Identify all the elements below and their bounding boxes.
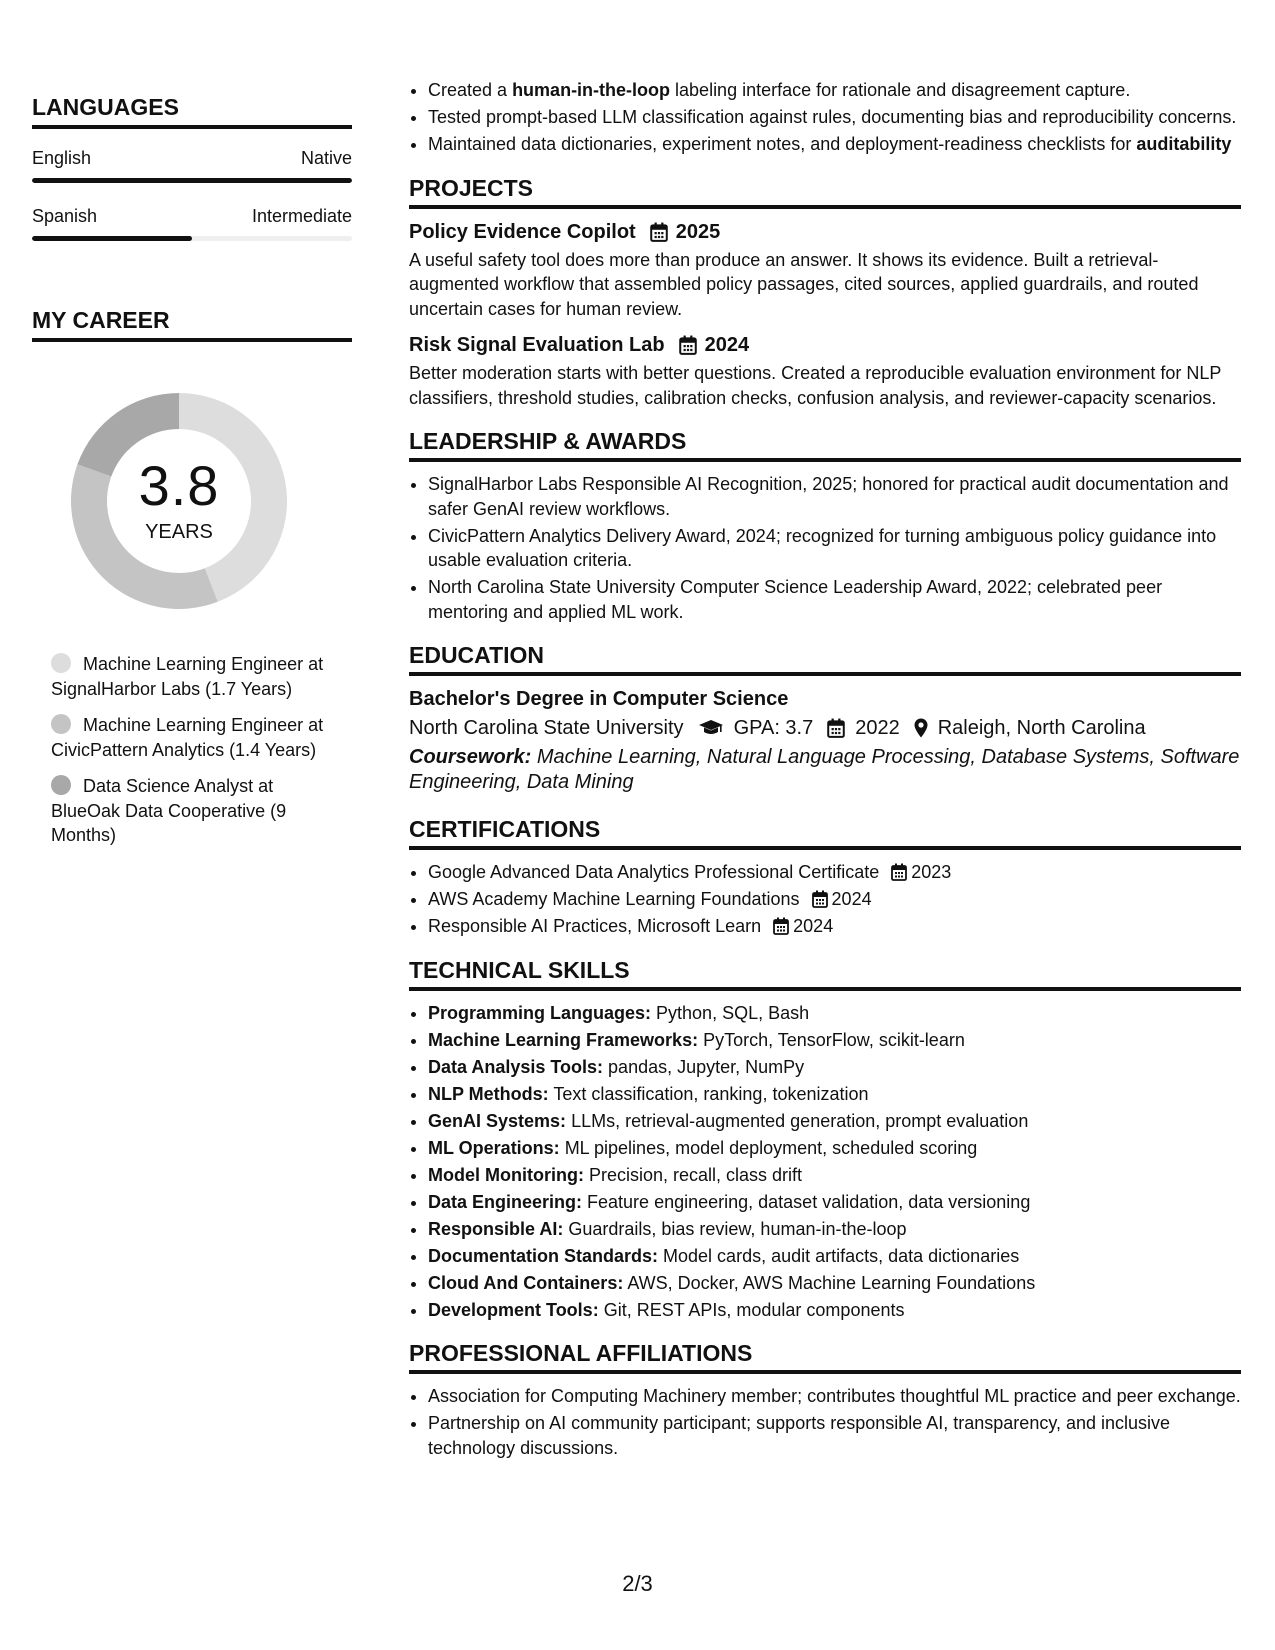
experience-bullets [409, 78, 1241, 157]
skill-item [428, 1190, 1241, 1215]
leadership-item: • CivicPattern Analytics Delivery Award, 2024; recognized for turning ambiguous policy guidance into usable evaluation criteria. [428, 524, 1241, 573]
career-total-unit: YEARS [145, 521, 213, 543]
skill-label: Programming Languages: [428, 1002, 652, 1023]
project-description: A useful safety tool does more than produce an answer. It shows its evidence. Built a retrieval-augmented workflow that assembled policy passages, cited sources, applied guardrails, and routed uncertain cases for human review. [409, 249, 1199, 319]
skill-label: NLP Methods: [428, 1083, 549, 1104]
language-level: Native [300, 148, 352, 168]
skill-item [428, 1217, 1241, 1242]
language-item [32, 147, 352, 183]
coursework-label: Coursework: [409, 746, 532, 768]
affiliations-list [409, 1384, 1241, 1460]
certification-year: 2023 [911, 862, 952, 882]
legend-dot-icon [51, 653, 71, 673]
location-pin-icon [914, 718, 928, 738]
certification-name: • Google Advanced Data Analytics Professional Certificate [428, 862, 880, 882]
language-proficiency-fill [32, 236, 192, 241]
languages-heading: LANGUAGES [32, 92, 352, 129]
project-year: 2024 [704, 334, 750, 356]
projects-heading: PROJECTS [409, 173, 1241, 209]
leadership-item: • SignalHarbor Labs Responsible AI Recognition, 2025; honored for practical audit documentation and safer GenAI review workflows. [428, 472, 1241, 521]
leadership-section [409, 426, 1241, 624]
skills-list [409, 1001, 1241, 1323]
skill-item [428, 1109, 1241, 1134]
leadership-list [409, 472, 1241, 624]
language-name: English [32, 148, 92, 168]
education-heading: EDUCATION [409, 640, 1241, 676]
language-proficiency-fill [32, 178, 352, 183]
career-legend-text: Machine Learning Engineer at SignalHarbor Labs (1.7 Years) [51, 654, 324, 699]
skill-value: ML pipelines, model deployment, scheduled scoring [559, 1137, 978, 1158]
skill-value: PyTorch, TensorFlow, scikit-learn [698, 1029, 965, 1050]
language-item [32, 205, 352, 241]
certification-year: 2024 [831, 889, 872, 909]
skill-value: pandas, Jupyter, NumPy [603, 1056, 805, 1077]
project-description: Better moderation starts with better questions. Created a reproducible evaluation environment for NLP classifiers, threshold studies, calibration checks, confusion analysis, and reviewer-capacity scenarios. [409, 363, 1222, 408]
skill-value: Python, SQL, Bash [651, 1002, 810, 1023]
skill-label: Data Analysis Tools: [428, 1056, 604, 1077]
skill-label: GenAI Systems: [428, 1110, 567, 1131]
language-level: Intermediate [251, 206, 352, 226]
calendar-icon [679, 335, 697, 355]
skill-label: Cloud And Containers: [428, 1272, 624, 1293]
certifications-heading: CERTIFICATIONS [409, 814, 1241, 850]
affiliations-heading: PROFESSIONAL AFFILIATIONS [409, 1338, 1241, 1374]
calendar-icon [773, 917, 789, 935]
skill-item [428, 1001, 1241, 1026]
affiliations-section [409, 1338, 1241, 1460]
career-legend-item [51, 774, 331, 848]
skill-label: Responsible AI: [428, 1218, 564, 1239]
experience-bullet [428, 78, 1241, 103]
career-donut-chart [64, 386, 294, 616]
leadership-heading: LEADERSHIP & AWARDS [409, 426, 1241, 462]
skill-item [428, 1055, 1241, 1080]
language-name: Spanish [32, 206, 98, 226]
certifications-list [409, 860, 1241, 939]
certification-item [428, 887, 1241, 912]
education-gpa: GPA: 3.7 [733, 717, 814, 739]
bullet-text: Maintained data dictionaries, experiment notes, and deployment-readiness checklists for [428, 134, 1137, 154]
skill-item [428, 1028, 1241, 1053]
calendar-icon [827, 718, 845, 738]
skill-label: ML Operations: [428, 1137, 560, 1158]
education-meta [409, 713, 1241, 743]
languages-list [32, 147, 352, 241]
skills-section [409, 955, 1241, 1323]
career-legend-item [51, 652, 331, 701]
skill-label: Documentation Standards: [428, 1245, 659, 1266]
skill-label: Data Engineering: [428, 1191, 583, 1212]
certification-year: 2024 [793, 916, 834, 936]
skill-value: LLMs, retrieval-augmented generation, prompt evaluation [566, 1110, 1029, 1131]
affiliation-item: • Association for Computing Machinery member; contributes thoughtful ML practice and peer exchange. [428, 1384, 1241, 1409]
project-item [409, 219, 1241, 322]
career-total-years: 3.8 [138, 454, 220, 517]
bullet-text: Tested prompt-based LLM classification against rules, documenting bias and reproducibility concerns. [428, 107, 1237, 127]
calendar-icon [650, 222, 668, 242]
bullet-text: labeling interface for rationale and disagreement capture. [670, 80, 1131, 100]
legend-dot-icon [51, 714, 71, 734]
skill-item [428, 1298, 1241, 1323]
education-location: Raleigh, North Carolina [937, 717, 1146, 739]
bullet-text: Created a [428, 80, 513, 100]
certification-item [428, 914, 1241, 939]
project-title: Risk Signal Evaluation Lab [409, 334, 665, 356]
career-heading: MY CAREER [32, 305, 352, 342]
project-item [409, 332, 1241, 410]
skill-item [428, 1271, 1241, 1296]
project-year: 2025 [675, 220, 721, 243]
education-section [409, 640, 1241, 794]
certification-name: • AWS Academy Machine Learning Foundations [428, 889, 800, 909]
career-legend [32, 652, 352, 848]
main-column [409, 78, 1241, 1463]
skill-label: Machine Learning Frameworks: [428, 1029, 699, 1050]
page-number: 2/3 [622, 1571, 653, 1596]
language-proficiency-bar [32, 178, 352, 183]
career-legend-text: Data Science Analyst at BlueOak Data Cooperative (9 Months) [51, 776, 287, 845]
project-title: Policy Evidence Copilot [409, 220, 636, 243]
calendar-icon [812, 890, 828, 908]
education-year: 2022 [855, 717, 900, 739]
certification-name: • Responsible AI Practices, Microsoft Learn [428, 916, 762, 936]
graduation-cap-icon [698, 719, 724, 737]
projects-section [409, 173, 1241, 411]
experience-bullet [428, 105, 1241, 130]
language-proficiency-bar [32, 236, 352, 241]
skill-label: Development Tools: [428, 1299, 599, 1320]
skill-value: Git, REST APIs, modular components [598, 1299, 905, 1320]
career-donut-center [64, 386, 294, 616]
skill-value: Feature engineering, dataset validation, data versioning [582, 1191, 1031, 1212]
affiliation-item: • Partnership on AI community participant; supports responsible AI, transparency, and inclusive technology discussions. [428, 1411, 1241, 1460]
bullet-bold-text: auditability [1136, 134, 1232, 154]
bullet-bold-text: human-in-the-loop [512, 80, 671, 100]
sidebar [32, 92, 352, 860]
skill-item [428, 1163, 1241, 1188]
education-coursework [409, 745, 1241, 794]
career-legend-item [51, 713, 331, 762]
skill-item [428, 1244, 1241, 1269]
education-degree: Bachelor's Degree in Computer Science [409, 688, 789, 710]
leadership-item: • North Carolina State University Computer Science Leadership Award, 2022; celebrated peer mentoring and applied ML work. [428, 575, 1241, 624]
legend-dot-icon [51, 775, 71, 795]
education-school: North Carolina State University [409, 717, 684, 739]
certifications-section [409, 814, 1241, 939]
certification-item [428, 860, 1241, 885]
skill-value: Guardrails, bias review, human-in-the-loop [563, 1218, 907, 1239]
skill-item [428, 1136, 1241, 1161]
career-legend-text: Machine Learning Engineer at CivicPattern Analytics (1.4 Years) [51, 715, 324, 760]
skills-heading: TECHNICAL SKILLS [409, 955, 1241, 991]
calendar-icon [891, 863, 907, 881]
experience-bullet [428, 132, 1241, 157]
skill-item [428, 1082, 1241, 1107]
skill-label: Model Monitoring: [428, 1164, 584, 1185]
skill-value: Precision, recall, class drift [583, 1164, 803, 1185]
skill-value: AWS, Docker, AWS Machine Learning Foundations [623, 1272, 1036, 1293]
skill-value: Model cards, audit artifacts, data dictionaries [658, 1245, 1020, 1266]
coursework-list: Machine Learning, Natural Language Processing, Database Systems, Software Engineering, Data Mining [409, 746, 1240, 793]
skill-value: Text classification, ranking, tokenization [548, 1083, 869, 1104]
